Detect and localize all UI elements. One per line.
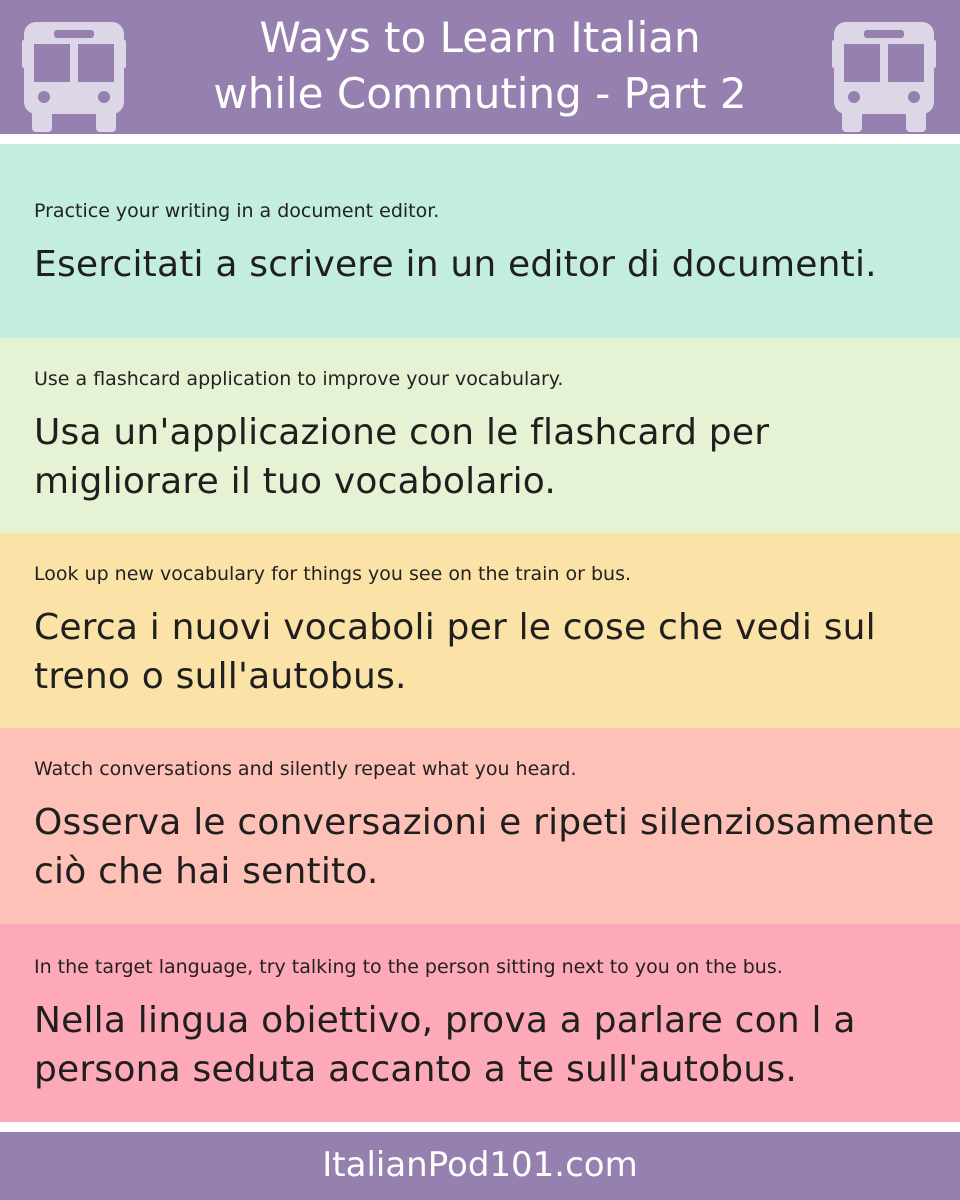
tip-italian: Osserva le conversazioni e ripeti silenziosamente ciò che hai sentito. bbox=[34, 802, 935, 892]
tip-english: Practice your writing in a document editor. bbox=[34, 200, 440, 222]
footer-banner bbox=[0, 1132, 960, 1200]
tip-card-3 bbox=[0, 533, 960, 728]
bus-icon bbox=[832, 22, 936, 132]
tip-card-4 bbox=[0, 728, 960, 924]
title-line-2: while Commuting - Part 2 bbox=[213, 69, 747, 118]
tip-card-2 bbox=[0, 338, 960, 533]
tip-italian: Usa un'applicazione con le flashcard per migliorare il tuo vocabolario. bbox=[34, 412, 770, 502]
tip-italian: Nella lingua obiettivo, prova a parlare con l a persona seduta accanto a te sull'autobus. bbox=[34, 1000, 856, 1090]
header-banner bbox=[0, 0, 960, 134]
tip-italian: Esercitati a scrivere in un editor di documenti. bbox=[34, 244, 877, 285]
tip-english: In the target language, try talking to the person sitting next to you on the bus. bbox=[34, 956, 783, 978]
page-title bbox=[160, 10, 800, 122]
tip-english: Look up new vocabulary for things you see on the train or bus. bbox=[34, 563, 632, 585]
tip-english: Use a flashcard application to improve your vocabulary. bbox=[34, 368, 564, 390]
site-link[interactable]: ItalianPod101.com bbox=[322, 1145, 638, 1185]
title-line-1: Ways to Learn Italian bbox=[259, 13, 701, 62]
tip-italian: Cerca i nuovi vocaboli per le cose che vedi sul treno o sull'autobus. bbox=[34, 607, 876, 697]
tip-card-1 bbox=[0, 144, 960, 338]
bus-icon bbox=[22, 22, 126, 132]
tip-card-5 bbox=[0, 924, 960, 1122]
tip-english: Watch conversations and silently repeat what you heard. bbox=[34, 758, 577, 780]
